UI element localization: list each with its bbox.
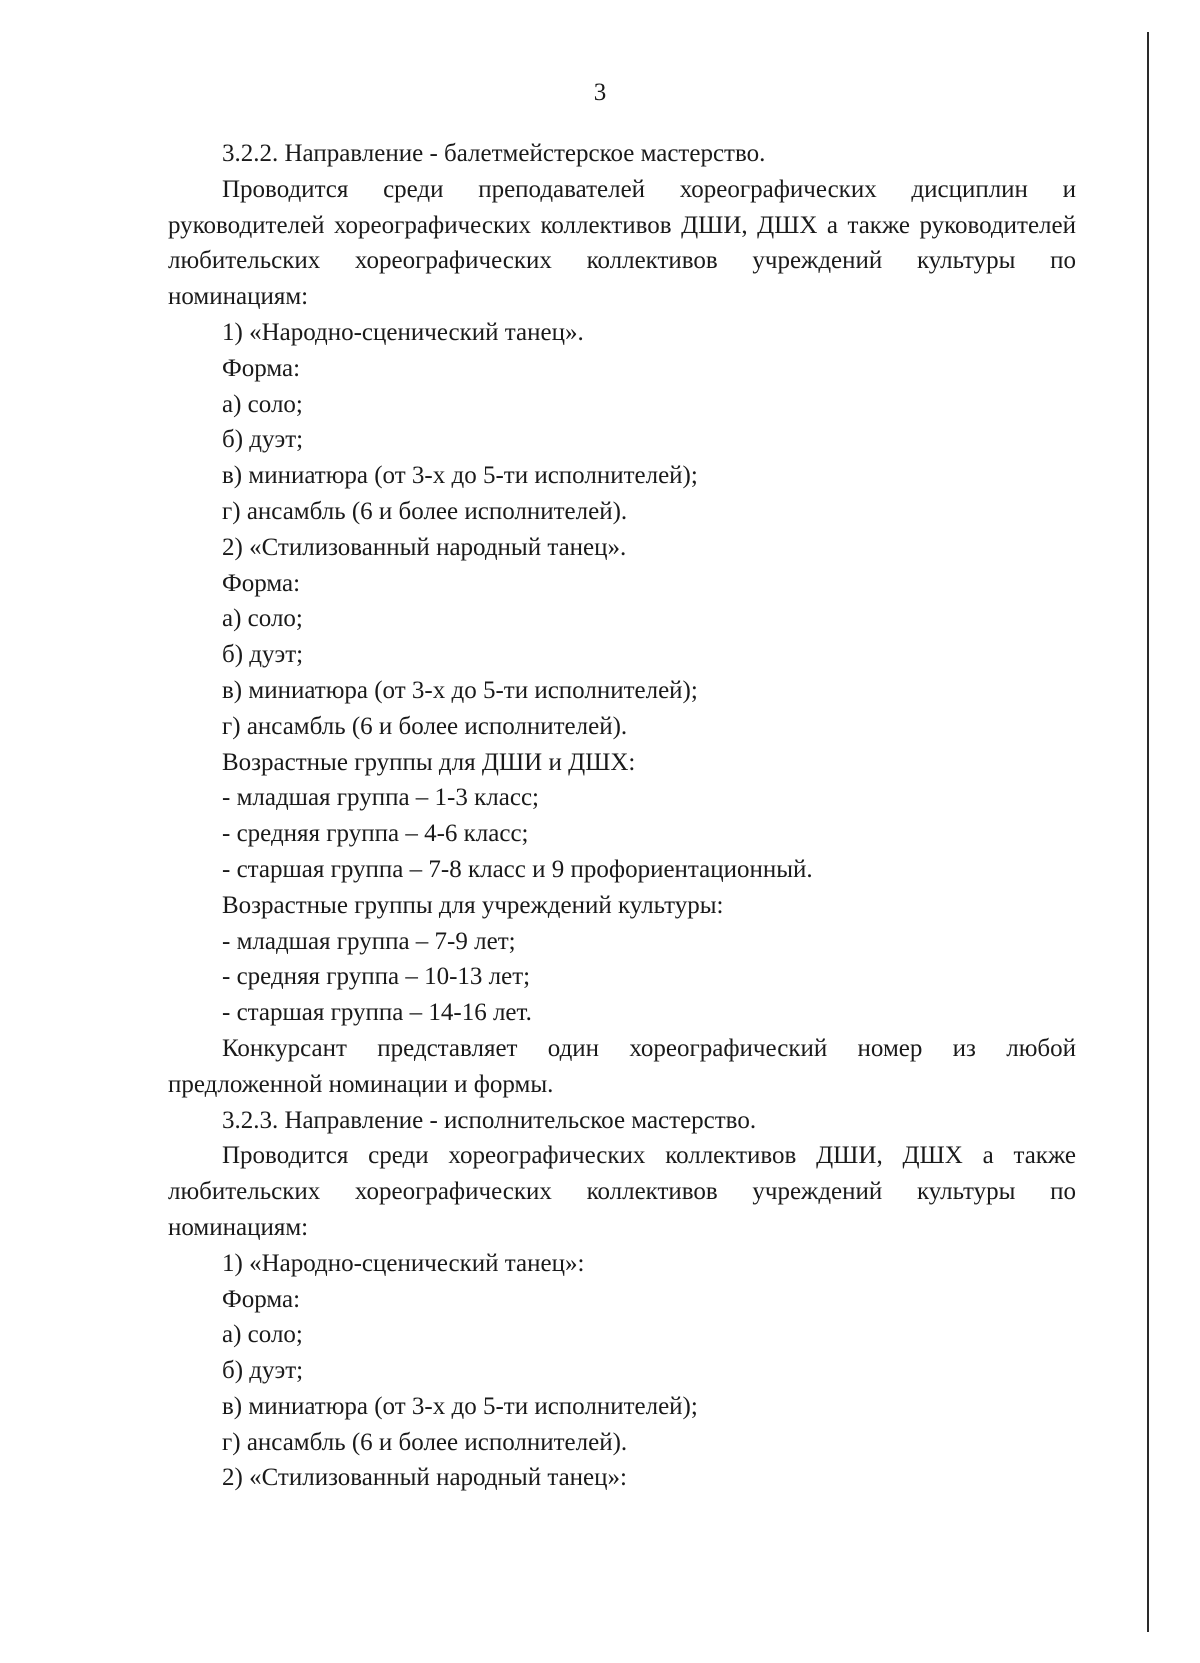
list-item: - старшая группа – 14-16 лет. [222,999,532,1027]
list-item: б) дуэт; [222,641,304,669]
list-item: 1) «Народно-сценический танец». [222,318,584,346]
list-item: - старшая группа – 7-8 класс и 9 профориентационный. [222,855,813,883]
list-item: - младшая группа – 1-3 класс; [222,784,539,812]
paragraph-contestant-rule: Конкурсант представляет один хореографический номер из любой предложенной номинации и формы. [168,1034,1076,1098]
list-item: в) миниатюра (от 3-х до 5-ти исполнителей); [222,1392,698,1420]
scan-edge-line [1147,32,1149,1632]
list-item: г) ансамбль (6 и более исполнителей). [222,712,628,740]
list-item: 1) «Народно-сценический танец»: [222,1249,585,1277]
list-item: Возрастные группы для учреждений культуры: [222,891,724,919]
page-number: 3 [593,79,607,106]
list-item: в) миниатюра (от 3-х до 5-ти исполнителей); [222,462,698,490]
list-item: а) соло; [222,1321,303,1349]
section-heading-3-2-3: 3.2.3. Направление - исполнительское мастерство. [222,1106,757,1134]
list-item: в) миниатюра (от 3-х до 5-ти исполнителей); [222,676,698,704]
list-item: а) соло; [222,390,303,418]
paragraph-participants-collectives: Проводится среди хореографических коллективов ДШИ, ДШХ а также любительских хореографических коллективов учреждений культуры по номинациям: [168,1142,1076,1241]
list-item: г) ансамбль (6 и более исполнителей). [222,1428,628,1456]
list-item: - средняя группа – 10-13 лет; [222,963,531,991]
list-item: - младшая группа – 7-9 лет; [222,927,516,955]
list-item: г) ансамбль (6 и более исполнителей). [222,497,628,525]
section-heading-3-2-2: 3.2.2. Направление - балетмейстерское мастерство. [222,140,766,167]
list-item: Форма: [222,354,301,382]
list-item: б) дуэт; [222,426,304,454]
list-item: 2) «Стилизованный народный танец»: [222,1464,627,1492]
list-item: б) дуэт; [222,1357,304,1385]
list-item: Форма: [222,1285,301,1313]
list-item: 2) «Стилизованный народный танец». [222,533,627,561]
list-item: Форма: [222,569,301,597]
list-item: Возрастные группы для ДШИ и ДШХ: [222,748,636,776]
document-body [168,136,1076,1496]
list-item: а) соло; [222,605,303,633]
list-item: - средняя группа – 4-6 класс; [222,820,529,848]
paragraph-participants-choreographers: Проводится среди преподавателей хореографических дисциплин и руководителей хореографических коллективов ДШИ, ДШХ а также руководителей любительских хореографических коллективов учреждений культуры по номинациям: [168,175,1076,311]
